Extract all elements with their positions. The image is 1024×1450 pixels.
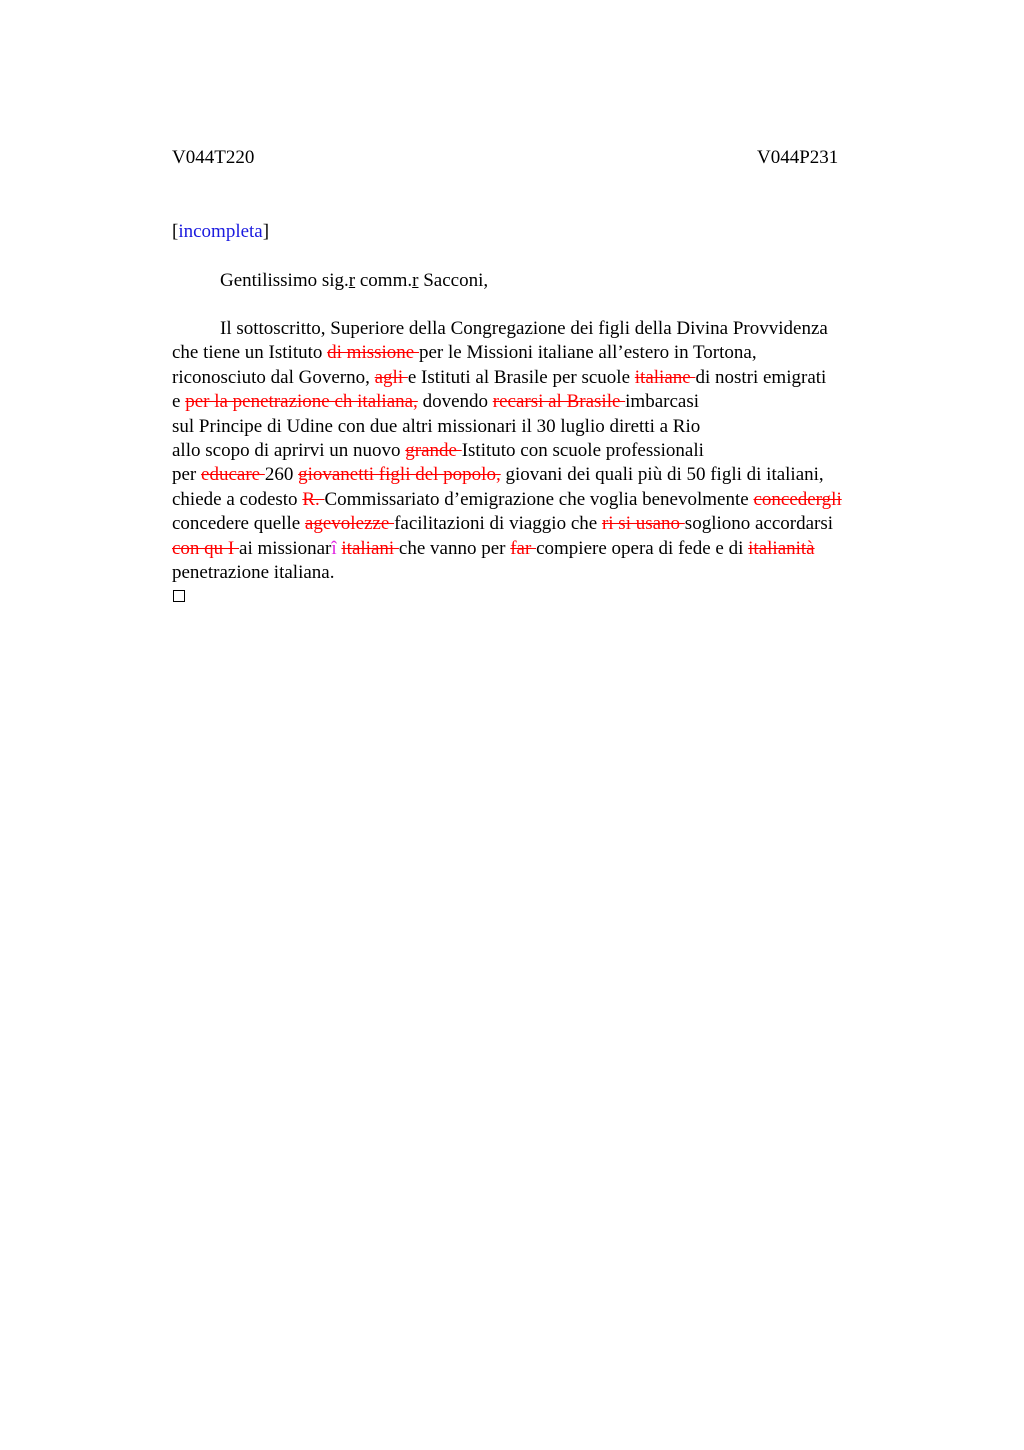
deleted-text: educare bbox=[201, 464, 265, 486]
deleted-text: italiani bbox=[341, 537, 399, 559]
inserted-text: î bbox=[331, 537, 337, 559]
deleted-text: di missione bbox=[327, 342, 419, 364]
letter-line-7 bbox=[172, 463, 952, 487]
letter-line-9 bbox=[172, 512, 952, 536]
salutation-part-2: comm. bbox=[355, 270, 413, 291]
text-segment: di nostri emigrati bbox=[695, 366, 827, 388]
letter-line-1 bbox=[172, 317, 952, 341]
deleted-text: giovanetti figli del popolo, bbox=[298, 464, 501, 486]
text-segment: Commissariato d’emigrazione che voglia benevolmente bbox=[324, 488, 754, 510]
salutation-part-3: Sacconi, bbox=[418, 270, 489, 291]
deleted-text: ri si usano bbox=[601, 513, 685, 535]
letter-line-8 bbox=[172, 488, 952, 512]
deleted-text: italianità bbox=[748, 537, 815, 559]
deleted-text: agli bbox=[374, 366, 408, 388]
text-segment: facilitazioni di viaggio che bbox=[394, 513, 602, 535]
letter-line-2 bbox=[172, 341, 952, 365]
text-segment: 260 bbox=[264, 464, 299, 486]
text-segment: imbarcasi bbox=[625, 391, 700, 413]
text-segment: che tiene un Istituto bbox=[172, 342, 328, 364]
status-note bbox=[172, 220, 269, 244]
text-segment: chiede a codesto bbox=[172, 488, 303, 510]
letter-line-4 bbox=[172, 390, 952, 414]
salutation-abbrev-1: r bbox=[348, 270, 356, 291]
letter-line-6 bbox=[172, 439, 952, 463]
letter-body bbox=[172, 317, 952, 585]
text-segment: giovani dei quali più di 50 figli di italiani, bbox=[500, 464, 824, 486]
letter-line-3 bbox=[172, 366, 952, 390]
deleted-text: far bbox=[510, 537, 537, 559]
deleted-text: grande bbox=[405, 439, 462, 461]
deleted-text: R. bbox=[302, 488, 325, 510]
text-segment: penetrazione italiana. bbox=[172, 561, 335, 583]
letter-line-5 bbox=[172, 415, 952, 439]
text-segment: che vanno per bbox=[398, 537, 511, 559]
document-code-left: V044T220 bbox=[172, 147, 255, 168]
status-open-bracket: [ bbox=[172, 221, 179, 242]
text-segment: compiere opera di fede e di bbox=[536, 537, 749, 559]
text-segment: sul Principe di Udine con due altri missionari il 30 luglio diretti a Rio bbox=[172, 415, 701, 437]
deleted-text: con qu I bbox=[172, 537, 240, 559]
text-segment: per le Missioni italiane all’estero in Tortona, bbox=[418, 342, 757, 364]
deleted-text: agevolezze bbox=[304, 513, 395, 535]
text-segment: sogliono accordarsi bbox=[684, 513, 834, 535]
document-code-right: V044P231 bbox=[757, 147, 839, 168]
salutation-abbrev-2: r bbox=[412, 270, 419, 291]
deleted-text: recarsi al Brasile bbox=[492, 391, 626, 413]
text-segment: e bbox=[172, 391, 186, 413]
text-segment: allo scopo di aprirvi un nuovo bbox=[172, 439, 406, 461]
salutation-part-1: Gentilissimo sig. bbox=[220, 270, 349, 291]
deleted-text: italiane bbox=[634, 366, 696, 388]
text-segment: e Istituti al Brasile per scuole bbox=[407, 366, 635, 388]
letter-line-10 bbox=[172, 537, 952, 561]
letter-line-11 bbox=[172, 561, 952, 585]
text-segment: riconosciuto dal Governo, bbox=[172, 366, 375, 388]
text-segment: concedere quelle bbox=[172, 513, 305, 535]
deleted-text: concedergli bbox=[753, 488, 842, 510]
status-label: incompleta bbox=[178, 221, 263, 242]
text-segment: Il sottoscritto, Superiore della Congregazione dei figli della Divina Provvidenza bbox=[220, 318, 828, 339]
status-close-bracket: ] bbox=[262, 221, 270, 242]
text-segment: Istituto con scuole professionali bbox=[461, 439, 704, 461]
text-segment: ai missionar bbox=[239, 537, 332, 559]
text-segment: per bbox=[172, 464, 202, 486]
deleted-text: per la penetrazione ch italiana, bbox=[185, 391, 418, 413]
text-segment: dovendo bbox=[417, 391, 493, 413]
end-of-text-box-icon bbox=[173, 590, 185, 602]
salutation bbox=[220, 269, 488, 293]
